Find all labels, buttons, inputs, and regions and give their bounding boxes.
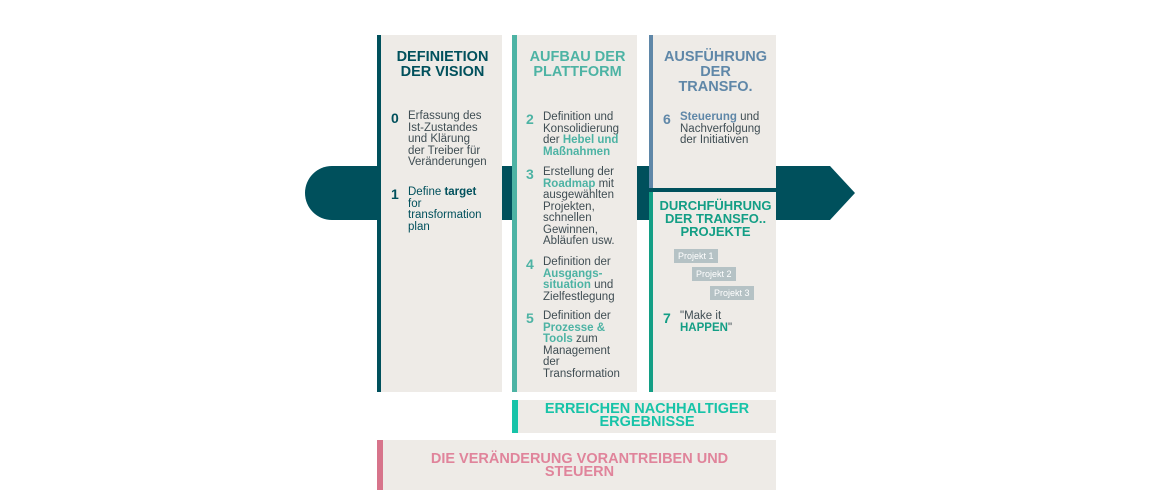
step-0 bbox=[391, 111, 487, 169]
step-highlight: Roadmap bbox=[543, 177, 596, 190]
project-badge-1: Projekt 1 bbox=[674, 249, 718, 263]
step-number: 0 bbox=[391, 110, 399, 126]
project-badge-2: Projekt 2 bbox=[692, 267, 736, 281]
step-text: for transformation plan bbox=[408, 197, 482, 233]
step-number: 1 bbox=[391, 186, 399, 202]
step-number: 2 bbox=[526, 111, 534, 127]
step-number: 4 bbox=[526, 256, 534, 272]
execution-column bbox=[649, 35, 776, 188]
step-number: 5 bbox=[526, 310, 534, 326]
results-banner-text: ERREICHEN NACHHALTIGER ERGEBNISSE bbox=[544, 401, 750, 430]
step-text: Definition der bbox=[543, 310, 611, 322]
step-text: und Zielfestlegung bbox=[543, 279, 615, 303]
step-text: Definition und Konsolidierung der bbox=[543, 111, 620, 146]
step-4 bbox=[526, 257, 615, 303]
step-6 bbox=[663, 112, 761, 147]
projects-column bbox=[649, 192, 776, 392]
drive-change-banner bbox=[377, 440, 776, 490]
step-number: 6 bbox=[663, 111, 671, 127]
step-3 bbox=[526, 167, 615, 248]
execution-title: AUSFÜHRUNG DER TRANSFO. bbox=[663, 49, 768, 95]
step-highlight: HAPPEN bbox=[680, 321, 728, 334]
step-text: zum Management der Transformation bbox=[543, 333, 620, 380]
step-highlight: target bbox=[444, 186, 477, 198]
platform-column bbox=[512, 35, 637, 392]
vision-title: DEFINIETION DER VISION bbox=[396, 49, 489, 80]
step-highlight: Hebel und Maßnahmen bbox=[543, 134, 619, 158]
step-text: "Make it bbox=[680, 310, 722, 322]
step-highlight: Ausgangs- situation bbox=[543, 267, 603, 291]
step-text: Define bbox=[408, 186, 445, 198]
step-7 bbox=[663, 311, 732, 334]
platform-title: AUFBAU DER PLATTFORM bbox=[529, 49, 626, 80]
projects-title: DURCHFÜHRUNG DER TRANSFO.. PROJEKTE bbox=[659, 198, 772, 239]
project-badge-3: Projekt 3 bbox=[710, 286, 754, 300]
step-text: Definition der bbox=[543, 256, 611, 268]
step-text: und Nachverfolgung der Initiativen bbox=[680, 111, 761, 146]
vision-column bbox=[377, 35, 502, 392]
step-number: 3 bbox=[526, 166, 534, 182]
step-2 bbox=[526, 112, 619, 158]
step-text: Erfassung des Ist-Zustandes und Klärung der Treiber für Veränderungen bbox=[408, 110, 487, 168]
step-number: 7 bbox=[663, 310, 671, 326]
drive-change-banner-text: DIE VERÄNDERUNG VORANTREIBEN UND STEUERN bbox=[430, 451, 729, 480]
step-5 bbox=[526, 311, 620, 380]
step-highlight: Prozesse & Tools bbox=[543, 321, 606, 345]
step-highlight: Steuerung bbox=[680, 111, 737, 123]
step-text: Erstellung der bbox=[543, 166, 614, 178]
step-text: mit ausgewählten Projekten, schnellen Gewinnen, Abläufen usw. bbox=[543, 177, 615, 247]
results-banner bbox=[512, 400, 776, 433]
step-text: " bbox=[727, 321, 733, 334]
step-1 bbox=[391, 187, 482, 233]
